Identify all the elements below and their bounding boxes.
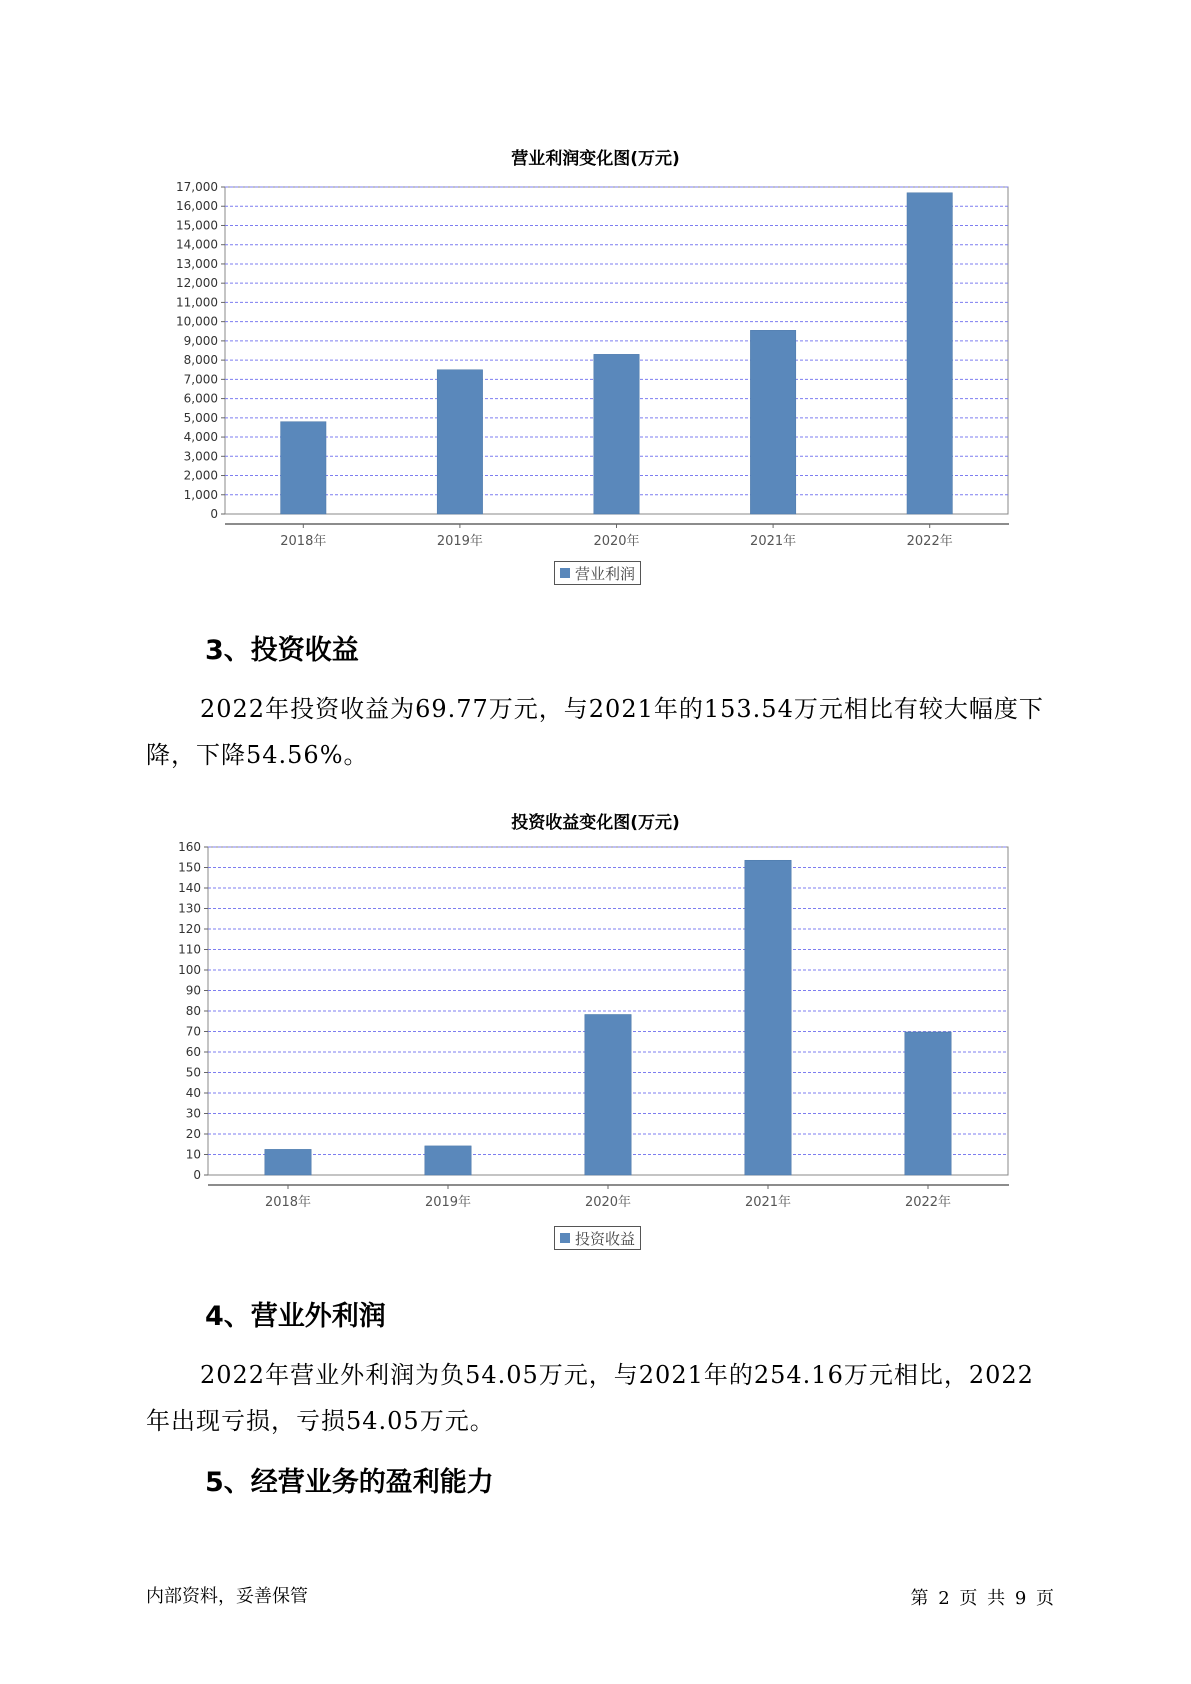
section-4-heading: 4、营业外利润 [205,1301,386,1332]
y-tick-label: 11,000 [176,295,218,310]
y-tick-label: 40 [185,1086,201,1100]
chart-2-legend [554,1226,641,1250]
y-tick-label: 7,000 [183,372,218,387]
y-tick-label: 6,000 [183,391,218,406]
y-tick-label: 5,000 [183,410,218,425]
y-tick-label: 90 [185,983,201,998]
y-tick-label: 1,000 [183,487,218,502]
bar [745,860,791,1175]
chart-2-title: 投资收益变化图(万元) [511,813,680,833]
y-tick-label: 12,000 [176,276,218,291]
section-3-text: 2022年投资收益为69.77万元，与2021年的153.54万元相比有较大幅度下降，下降54.56%。 [146,695,1044,769]
bar [905,1032,951,1175]
y-tick-label: 16,000 [176,199,218,214]
y-tick-label: 10 [185,1147,201,1162]
y-tick-label: 20 [185,1127,201,1141]
y-tick-label: 4,000 [183,430,218,445]
footer-confidential-note: 内部资料，妥善保管 [146,1586,308,1607]
legend-swatch [560,1233,570,1243]
chart-1-legend-label: 营业利润 [575,564,636,583]
x-tick-label: 2021年 [744,1195,792,1210]
y-tick-label: 80 [185,1004,201,1018]
bar [265,1149,311,1175]
x-tick-label: 2021年 [750,534,797,549]
x-tick-label: 2020年 [593,534,640,549]
y-tick-label: 2,000 [183,468,218,483]
x-tick-label: 2022年 [906,534,953,549]
y-tick-label: 30 [185,1106,201,1121]
y-tick-label: 9,000 [183,333,218,348]
y-tick-label: 60 [185,1045,201,1059]
y-tick-label: 150 [178,860,201,875]
y-tick-label: 15,000 [176,218,218,233]
bar [585,1014,631,1175]
y-tick-label: 140 [178,881,201,895]
y-tick-label: 8,000 [183,353,218,368]
section-3-heading: 3、投资收益 [205,635,359,666]
bar [425,1146,471,1175]
y-tick-label: 50 [185,1065,201,1080]
x-tick-label: 2019年 [424,1195,472,1210]
section-5-heading: 5、经营业务的盈利能力 [205,1467,494,1498]
y-tick-label: 70 [185,1024,201,1039]
y-tick-label: 10,000 [176,314,218,329]
y-tick-label: 0 [193,1168,201,1182]
section-4-text: 2022年营业外利润为负54.05万元，与2021年的254.16万元相比，2022年出现亏损，亏损54.05万元。 [146,1361,1034,1435]
y-tick-label: 110 [178,942,201,957]
chart-1-title: 营业利润变化图(万元) [511,149,680,169]
y-tick-label: 14,000 [176,237,218,252]
y-tick-label: 3,000 [183,449,218,464]
y-tick-label: 160 [178,840,201,854]
x-tick-label: 2020年 [584,1195,632,1210]
y-tick-label: 130 [178,901,201,916]
x-tick-label: 2018年 [264,1195,312,1210]
footer-page-number: 第 2 页 共 9 页 [910,1588,1054,1609]
x-tick-label: 2019年 [436,534,483,549]
y-tick-label: 120 [178,922,201,936]
y-tick-label: 13,000 [176,256,218,271]
x-tick-label: 2022年 [904,1195,952,1210]
y-tick-label: 100 [178,963,201,977]
y-tick-label: 0 [210,507,218,521]
x-tick-label: 2018年 [280,534,327,549]
chart-2-legend-label: 投资收益 [575,1229,636,1248]
y-tick-label: 17,000 [176,180,218,194]
